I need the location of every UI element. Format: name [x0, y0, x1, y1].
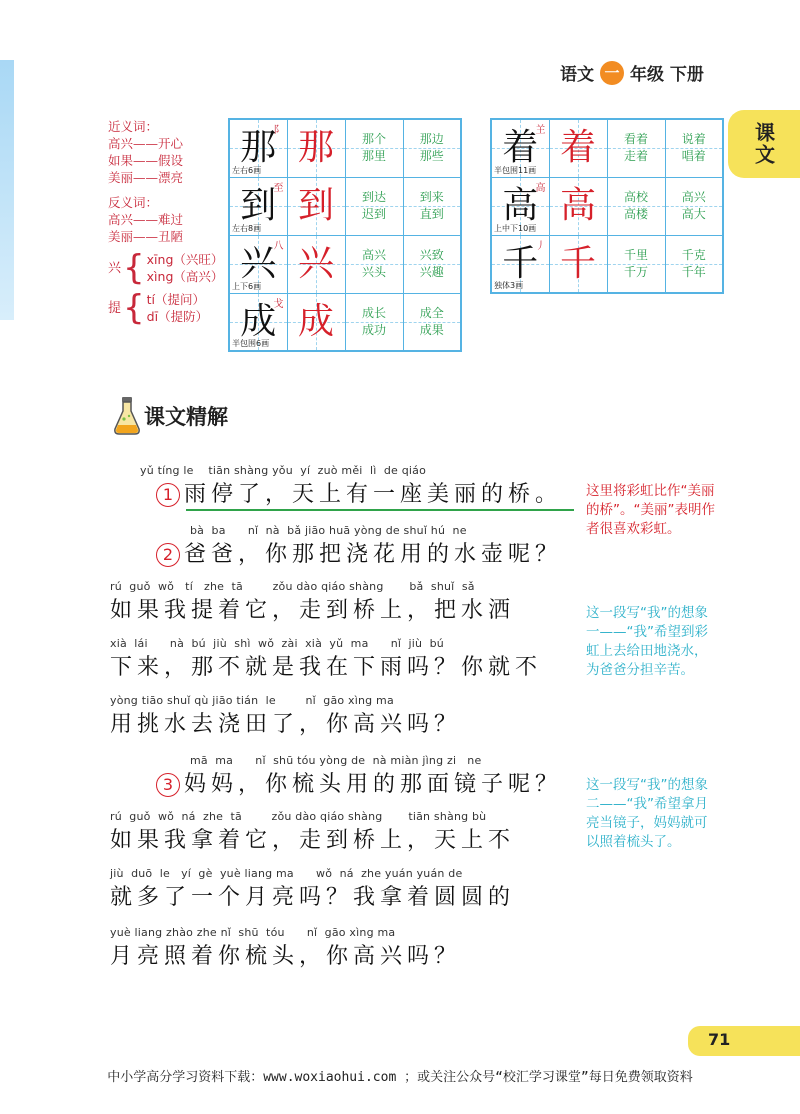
char-model-cell: 着 𦍌 半包围11画	[491, 119, 549, 177]
char-trace-cell: 着	[549, 119, 607, 177]
hanzi-line: 雨停了，天上有一座美丽的桥。	[184, 482, 563, 507]
synonyms-title: 近义词：	[108, 119, 159, 134]
hanzi-line: 如果我拿着它，走到桥上，天上不	[110, 828, 516, 853]
section-title-text	[140, 399, 240, 433]
grade-badge: 一	[600, 61, 624, 85]
brace-icon: {	[123, 248, 145, 288]
grade-suffix: 年级 下册	[630, 65, 704, 85]
text-line-p2-2	[110, 580, 515, 626]
hanzi-line: 用挑水去浇田了，你高兴吗？	[110, 712, 462, 737]
antonym-item: 高兴——难过	[108, 212, 184, 227]
word-cell: 那边 那些	[403, 119, 461, 177]
char-trace-cell: 高	[549, 177, 607, 235]
antonym-item: 美丽——丑陋	[108, 229, 184, 244]
synonym-item: 如果——假设	[108, 153, 184, 168]
annotation-imagine-two: 这一段写“我”的想象二——“我”希望拿月亮当镜子，妈妈就可以照着梳头了。	[586, 777, 708, 850]
char-model-cell: 那 阝 左右6画	[229, 119, 287, 177]
paragraph-number: 2	[156, 543, 180, 567]
word-cell: 高兴 兴头	[345, 235, 403, 293]
annotation-rainbow: 这里将彩虹比作“美丽的桥”。“美丽”表明作者很喜欢彩虹。	[586, 483, 715, 537]
word-cell: 到来 直到	[403, 177, 461, 235]
word-cell: 看着 走着	[607, 119, 665, 177]
paragraph-number: 3	[156, 773, 180, 797]
pinyin-line: rú guǒ wǒ tí zhe tā zǒu dào qiáo shàng bǎ shuǐ sǎ	[110, 580, 475, 593]
char-model-cell: 高 高 上中下10画	[491, 177, 549, 235]
polyphone-char: 兴	[108, 260, 122, 276]
flask-icon	[112, 395, 142, 437]
page-number-bar	[688, 1026, 800, 1056]
char-trace-cell: 到	[287, 177, 345, 235]
hanzi-line: 就多了一个月亮吗？我拿着圆圆的	[110, 885, 516, 910]
left-decor-strip	[0, 60, 14, 320]
text-line-p1	[110, 464, 562, 510]
book-header	[560, 60, 704, 85]
text-line-p3-4	[110, 926, 461, 972]
word-cell: 说着 唱着	[665, 119, 723, 177]
char-row	[229, 235, 461, 293]
annotation-imagine-one: 这一段写“我”的想象一——“我”希望到彩虹上去给田地浇水，为爸爸分担辛苦。	[586, 605, 708, 678]
char-row	[491, 177, 723, 235]
text-line-p2	[110, 524, 562, 570]
pinyin-line: yǔ tíng le tiān shàng yǒu yí zuò měi lì de qiáo	[140, 464, 427, 477]
pinyin-line: xià lái nà bú jiù shì wǒ zài xià yǔ ma nǐ jiù bú	[110, 637, 444, 650]
char-model-cell: 兴 八 上下6画	[229, 235, 287, 293]
hanzi-line: 爸爸，你那把浇花用的水壶呢？	[184, 542, 563, 567]
char-model-cell: 千 丿 独体3画	[491, 235, 549, 293]
antonyms-title: 反义词：	[108, 195, 159, 210]
word-cell: 那个 那里	[345, 119, 403, 177]
polyphone-reading: tí（提问）	[146, 292, 206, 307]
pinyin-line: bà ba nǐ nà bǎ jiāo huā yòng de shuǐ hú ne	[190, 524, 467, 537]
text-line-p3-3	[110, 867, 515, 913]
page-number: 71	[708, 1030, 731, 1049]
hanzi-line: 如果我提着它，走到桥上，把水洒	[110, 598, 516, 623]
char-row	[491, 235, 723, 293]
char-row	[229, 177, 461, 235]
subject-label: 语文	[560, 65, 594, 85]
char-model-cell: 成 戈 半包围6画	[229, 293, 287, 351]
pinyin-line: mā ma nǐ shū tóu yòng de nà miàn jìng zi ne	[190, 754, 482, 767]
polyphone-reading: xìng（高兴）	[146, 269, 224, 284]
chapter-tab[interactable]	[728, 110, 800, 178]
char-row	[229, 293, 461, 351]
highlight-underline	[186, 509, 574, 511]
char-model-cell: 到 至 左右8画	[229, 177, 287, 235]
character-table-right	[490, 118, 724, 294]
char-trace-cell: 千	[549, 235, 607, 293]
char-trace-cell: 那	[287, 119, 345, 177]
word-cell: 成长 成功	[345, 293, 403, 351]
word-cell: 千克 千年	[665, 235, 723, 293]
synonym-item: 美丽——漂亮	[108, 170, 184, 185]
word-cell: 成全 成果	[403, 293, 461, 351]
text-line-p3	[110, 754, 562, 800]
pinyin-line: jiù duō le yí gè yuè liang ma wǒ ná zhe yuán yuán de	[110, 867, 463, 880]
hanzi-line: 下来，那不就是我在下雨吗？你就不	[110, 655, 543, 680]
pinyin-line: yuè liang zhào zhe nǐ shū tóu nǐ gāo xìng ma	[110, 926, 396, 939]
brace-icon: {	[123, 288, 145, 328]
polyphone-xing	[108, 248, 228, 288]
section-title-label: 课文精解	[144, 405, 228, 429]
vocabulary-notes	[108, 118, 228, 328]
footer-note: 中小学高分学习资料下载：www.woxiaohui.com ；或关注公众号“校汇学习课堂”每日免费领取资料	[107, 1070, 693, 1085]
char-row	[491, 119, 723, 177]
text-line-p2-4	[110, 694, 461, 740]
polyphone-char: 提	[108, 300, 122, 316]
polyphone-ti	[108, 288, 228, 328]
polyphone-reading: dī（提防）	[146, 309, 209, 324]
chapter-tab-label: 课文	[751, 122, 776, 166]
pinyin-line: yòng tiāo shuǐ qù jiāo tián le nǐ gāo xìng ma	[110, 694, 394, 707]
synonym-item: 高兴——开心	[108, 136, 184, 151]
text-line-p2-3	[110, 637, 542, 683]
section-title	[112, 395, 240, 437]
word-cell: 千里 千万	[607, 235, 665, 293]
word-cell: 到达 迟到	[345, 177, 403, 235]
char-trace-cell: 成	[287, 293, 345, 351]
pinyin-line: rú guǒ wǒ ná zhe tā zǒu dào qiáo shàng tiān shàng bù	[110, 810, 487, 823]
paragraph-number: 1	[156, 483, 180, 507]
word-cell: 兴致 兴趣	[403, 235, 461, 293]
character-table-left	[228, 118, 462, 352]
char-row	[229, 119, 461, 177]
hanzi-line: 妈妈，你梳头用的那面镜子呢？	[184, 772, 563, 797]
char-trace-cell: 兴	[287, 235, 345, 293]
word-cell: 高兴 高大	[665, 177, 723, 235]
word-cell: 高校 高楼	[607, 177, 665, 235]
text-line-p3-2	[110, 810, 515, 856]
polyphone-reading: xīng（兴旺）	[146, 252, 224, 267]
hanzi-line: 月亮照着你梳头，你高兴吗？	[110, 944, 462, 969]
